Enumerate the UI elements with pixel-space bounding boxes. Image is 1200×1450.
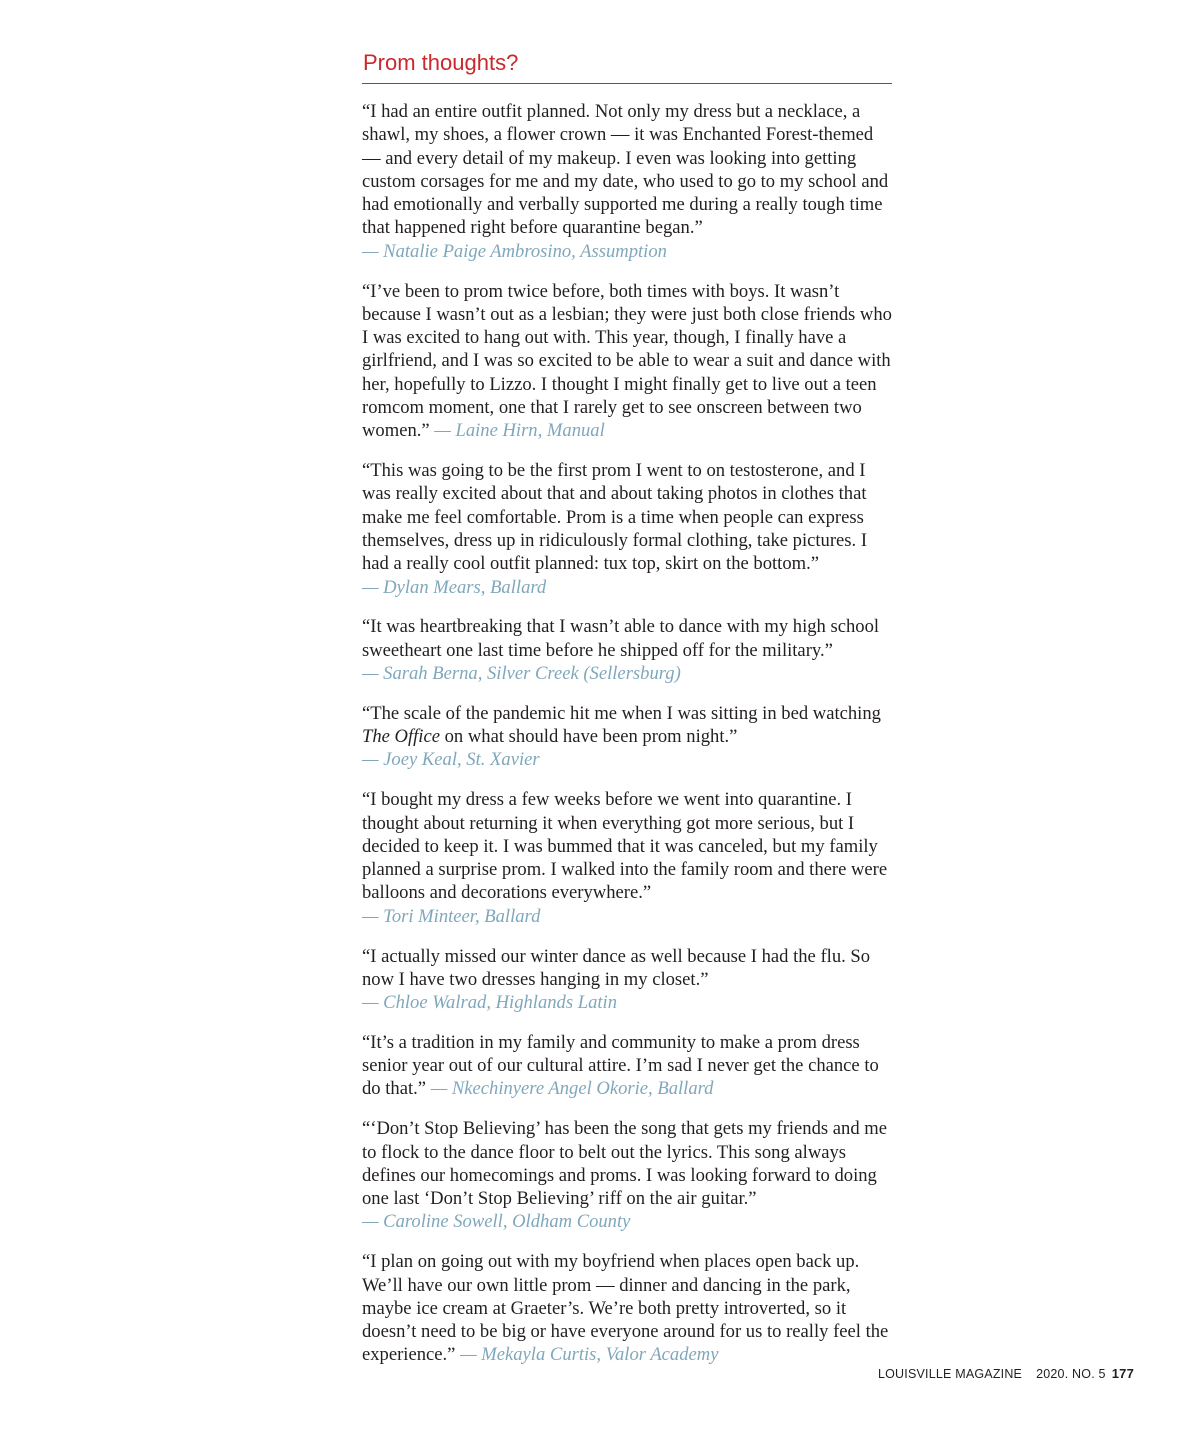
quote-item: [362, 459, 892, 599]
quote-attribution: — Chloe Walrad, Highlands Latin: [362, 992, 618, 1014]
quote-text: “I’ve been to prom twice before, both times with boys. It wasn’t because I wasn’t out as a lesbian; they were just both close friends who I was excited to hang out with. This year, though, I finally have a girlfriend, and I was so excited to be able to wear a suit and dance with her, hopefully to Lizzo. I thought I might finally get to live out a teen romcom moment, one that I rarely get to see onscreen between two women.”: [362, 280, 892, 442]
quote-text: “It was heartbreaking that I wasn’t able to dance with my high school sweetheart one last time before he shipped off for the military.”: [362, 616, 880, 661]
quote-item: [362, 100, 892, 263]
quote-attribution: — Dylan Mears, Ballard: [362, 576, 547, 598]
quote-attribution: — Sarah Berna, Silver Creek (Sellersburg): [362, 663, 681, 685]
quote-text-part: on what should have been prom night.”: [439, 726, 738, 748]
quote-text: “This was going to be the first prom I went to on testosterone, and I was really excited about that and about taking photos in clothes that make me feel comfortable. Prom is a time when people can express themselves, dress up in ridiculously formal clothing, take pictures. I had a really cool outfit planned: tux top, skirt on the bottom.”: [362, 460, 868, 575]
quote-item: [362, 1031, 892, 1101]
quote-item: [362, 1117, 892, 1233]
quote-item: [362, 615, 892, 685]
quote-item: [362, 945, 892, 1015]
quote-attribution: — Nkechinyere Angel Okorie, Ballard: [430, 1078, 714, 1100]
quote-item: [362, 1250, 892, 1366]
quote-text: “I actually missed our winter dance as well because I had the flu. So now I have two dresses hanging in my closet.”: [362, 945, 871, 990]
quote-attribution: — Laine Hirn, Manual: [434, 420, 605, 442]
article-column: [362, 48, 892, 1383]
quote-attribution: — Mekayla Curtis, Valor Academy: [460, 1344, 719, 1366]
quote-text-part: “The scale of the pandemic hit me when I was sitting in bed watching: [362, 702, 881, 724]
page-number: 177: [1111, 1366, 1134, 1381]
quote-attribution: — Natalie Paige Ambrosino, Assumption: [362, 240, 667, 262]
quote-text: “I plan on going out with my boyfriend when places open back up. We’ll have our own little prom — dinner and dancing in the park, maybe ice cream at Graeter’s. We’re both pretty introverted, so it doesn’t need to be big or have everyone around for us to really feel the experience.”: [362, 1251, 889, 1366]
quote-text: “I had an entire outfit planned. Not only my dress but a necklace, a shawl, my shoes, a flower crown — it was Enchanted Forest-themed — and every detail of my makeup. I even was looking into getting custom corsages for me and my date, who used to go to my school and had emotionally and verbally supported me during a really tough time that happened right before quarantine began.”: [362, 101, 889, 239]
quote-attribution: — Tori Minteer, Ballard: [362, 905, 541, 927]
page-footer: [878, 1366, 1134, 1381]
quote-item: [362, 280, 892, 443]
publication-name: LOUISVILLE MAGAZINE: [877, 1367, 1023, 1381]
quote-item: [362, 788, 892, 928]
show-title: The Office: [362, 726, 440, 748]
quote-text: [362, 702, 892, 749]
quote-text: “‘Don’t Stop Believing’ has been the song that gets my friends and me to flock to the dance floor to belt out the lyrics. This song always defines our homecomings and proms. I was looking forward to doing one last ‘Don’t Stop Believing’ riff on the air guitar.”: [362, 1118, 887, 1210]
issue-number: 2020. NO. 5: [1036, 1367, 1106, 1381]
quote-attribution: — Joey Keal, St. Xavier: [362, 749, 540, 771]
section-title: Prom thoughts?: [363, 50, 519, 75]
quote-item: [362, 702, 892, 772]
quote-text: “I bought my dress a few weeks before we went into quarantine. I thought about returning it when everything got more serious, but I decided to keep it. I was bummed that it was canceled, but my family planned a surprise prom. I walked into the family room and there were balloons and decorations everywhere.”: [362, 789, 888, 904]
quote-text: “It’s a tradition in my family and community to make a prom dress senior year out of our cultural attire. I’m sad I never get the chance to do that.”: [362, 1031, 879, 1100]
title-divider: [362, 83, 892, 84]
quote-attribution: — Caroline Sowell, Oldham County: [362, 1211, 631, 1233]
